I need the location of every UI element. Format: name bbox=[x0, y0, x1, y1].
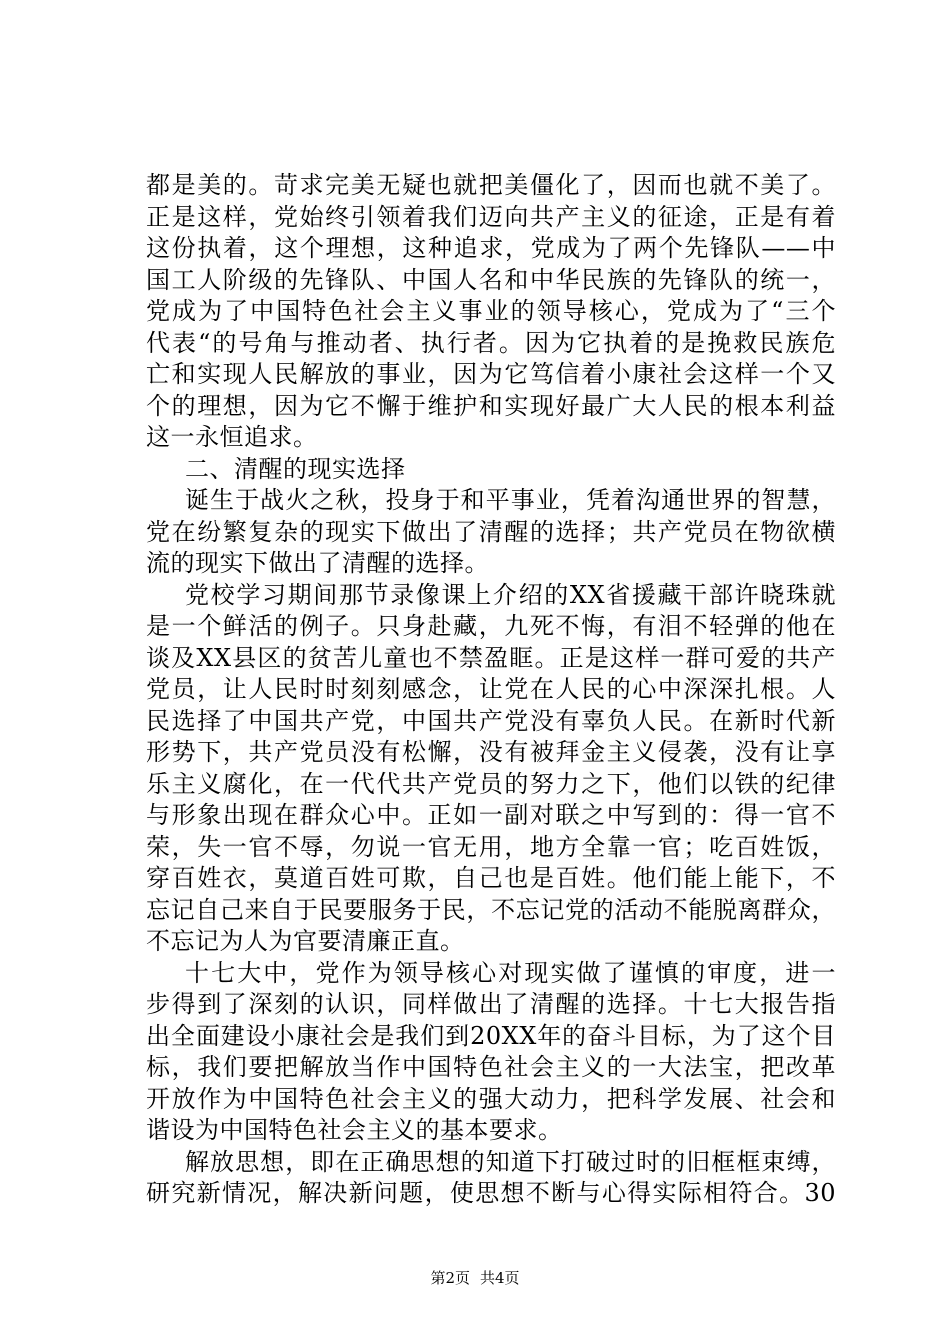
text-line: 形势下，共产党员没有松懈，没有被拜金主义侵袭，没有让享 bbox=[146, 738, 836, 766]
text-line: 代表“的号角与推动者、执行者。因为它执着的是挽救民族危 bbox=[146, 328, 836, 357]
text-line: 谈及XX县区的贫苦儿童也不禁盈眶。正是这样一群可爱的共产 bbox=[146, 643, 836, 672]
text-line: 荣，失一官不辱，勿说一官无用，地方全靠一官；吃百姓饭， bbox=[146, 832, 836, 861]
document-body bbox=[146, 170, 836, 1210]
text-line: 不忘记为人为官要清廉正直。 bbox=[146, 927, 465, 955]
text-line: 步得到了深刻的认识，同样做出了清醒的选择。十七大报告指 bbox=[146, 990, 836, 1018]
text-line: 党在纷繁复杂的现实下做出了清醒的选择；共产党员在物欲横 bbox=[146, 517, 836, 546]
text-line: 党校学习期间那节录像课上介绍的XX省援藏干部许晓珠就 bbox=[185, 580, 836, 609]
text-line: 解放思想，即在正确思想的知道下打破过时的旧框框束缚， bbox=[185, 1147, 836, 1176]
text-line: 党员，让人民时时刻刻感念，让党在人民的心中深深扎根。人 bbox=[146, 675, 836, 703]
text-line: 谐设为中国特色社会主义的基本要求。 bbox=[146, 1116, 563, 1144]
page-total: 共4页 bbox=[480, 1269, 520, 1287]
text-line: 出全面建设小康社会是我们到20XX年的奋斗目标，为了这个目 bbox=[146, 1021, 836, 1050]
text-line: 开放作为中国特色社会主义的强大动力，把科学发展、社会和 bbox=[146, 1084, 836, 1113]
text-line: 忘记自己来自于民要服务于民，不忘记党的活动不能脱离群众， bbox=[146, 895, 836, 924]
text-line: 亡和实现人民解放的事业，因为它笃信着小康社会这样一个又 bbox=[146, 360, 836, 388]
text-line: 乐主义腐化，在一代代共产党员的努力之下，他们以铁的纪律 bbox=[146, 769, 836, 798]
text-line: 流的现实下做出了清醒的选择。 bbox=[146, 549, 489, 577]
text-line: 这份执着，这个理想，这种追求，党成为了两个先锋队——中 bbox=[146, 234, 836, 262]
text-line: 正是这样，党始终引领着我们迈向共产主义的征途，正是有着 bbox=[146, 202, 836, 231]
text-line: 研究新情况，解决新问题，使思想不断与心得实际相符合。30 bbox=[146, 1179, 836, 1207]
text-line: 与形象出现在群众心中。正如一副对联之中写到的：得一官不 bbox=[146, 801, 836, 829]
text-line: 国工人阶级的先锋队、中国人名和中华民族的先锋队的统一， bbox=[146, 265, 836, 294]
text-line: 是一个鲜活的例子。只身赴藏，九死不悔，有泪不轻弹的他在 bbox=[146, 612, 836, 640]
text-line: 这一永恒追求。 bbox=[146, 423, 318, 451]
text-line: 十七大中，党作为领导核心对现实做了谨慎的审度，进一 bbox=[185, 958, 836, 987]
text-line: 党成为了中国特色社会主义事业的领导核心，党成为了“三个 bbox=[146, 297, 836, 325]
text-line: 诞生于战火之秋，投身于和平事业，凭着沟通世界的智慧， bbox=[185, 486, 836, 514]
text-line: 民选择了中国共产党，中国共产党没有辜负人民。在新时代新 bbox=[146, 706, 836, 735]
page-footer bbox=[0, 1268, 950, 1288]
text-line: 个的理想，因为它不懈于维护和实现好最广大人民的根本利益 bbox=[146, 391, 836, 420]
text-line: 二、清醒的现实选择 bbox=[185, 454, 406, 483]
text-line: 标，我们要把解放当作中国特色社会主义的一大法宝，把改革 bbox=[146, 1053, 836, 1081]
text-line: 穿百姓衣，莫道百姓可欺，自己也是百姓。他们能上能下，不 bbox=[146, 864, 836, 892]
page-number: 第2页 bbox=[430, 1269, 470, 1287]
text-line: 都是美的。苛求完美无疑也就把美僵化了，因而也就不美了。 bbox=[146, 171, 836, 199]
